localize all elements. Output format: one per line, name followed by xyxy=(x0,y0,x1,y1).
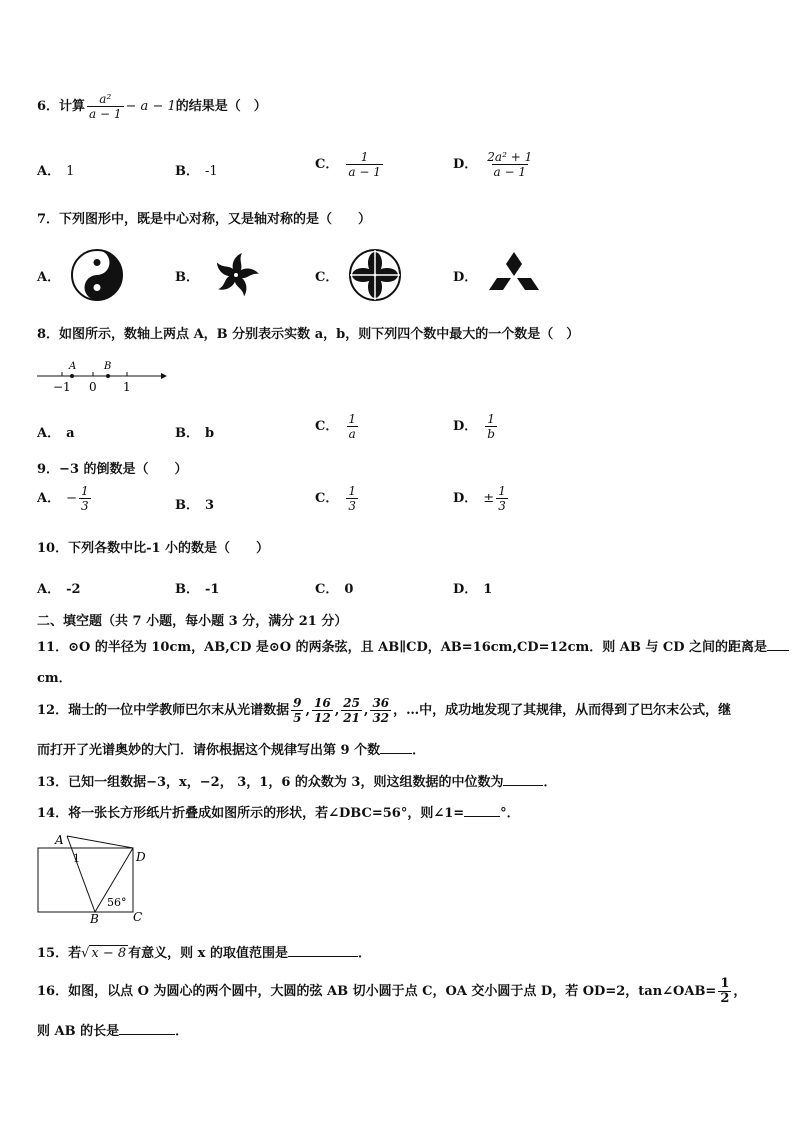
q10-option-b[interactable]: B． -1 xyxy=(175,582,220,597)
q6-frac-den: a − 1 xyxy=(89,107,122,121)
axis-tick-0: 0 xyxy=(89,380,97,394)
q8-stem: 8．如图所示，数轴上两点 A，B 分别表示实数 a，b，则下列四个数中最大的一个数是（ ） xyxy=(37,327,580,342)
q7-option-a[interactable]: A． xyxy=(37,248,124,302)
q12-frac-1: $\frac{9}{5}$ xyxy=(293,696,302,725)
q6-suffix: 的结果是（ ） xyxy=(175,99,267,114)
q9-option-d[interactable]: D． ± $\frac{1}{3}$ xyxy=(453,484,506,513)
folded-rectangle-figure xyxy=(37,828,152,924)
q7-option-d[interactable]: D． xyxy=(453,248,541,302)
q16-line1: 16．如图，以点 O 为圆心的两个圆中，大圆的弦 AB 切小圆于点 C，OA 交小圆于点 D，若 OD=2，tan∠OAB= $\frac{1}{2}$ ， xyxy=(37,976,747,1006)
q6-frac-num: a² xyxy=(99,92,112,106)
q7-option-b[interactable]: B． xyxy=(175,248,263,302)
q11-line2: cm． xyxy=(37,671,72,686)
q16-line2: 则 AB 的长是 ． xyxy=(37,1024,189,1039)
q12-frac-2: $\frac{16}{12}$ xyxy=(313,696,331,725)
fig-label-angle1: 1 xyxy=(73,852,80,865)
axis-tick-neg1: −1 xyxy=(53,380,71,394)
q14-answer-blank[interactable] xyxy=(464,816,500,817)
axis-point-a: A xyxy=(69,361,77,372)
fig-label-b: B xyxy=(90,912,99,924)
axis-tick-1: 1 xyxy=(123,380,131,394)
q14-line: 14．将一张长方形纸片折叠成如图所示的形状，若∠DBC=56°，则∠1= °． xyxy=(37,806,520,821)
q9-option-b[interactable]: B． 3 xyxy=(175,498,215,513)
q12-answer-blank[interactable] xyxy=(380,753,412,754)
q10-stem: 10．下列各数中比-1 小的数是（ ） xyxy=(37,541,270,556)
q8-option-d[interactable]: D． $\frac{1}{b}$ xyxy=(453,412,495,441)
q6-option-b[interactable]: B． -1 xyxy=(175,164,218,179)
q9-option-a[interactable]: A． − $\frac{1}{3}$ xyxy=(37,484,89,513)
number-line-figure xyxy=(37,356,167,396)
q8-option-a[interactable]: A． a xyxy=(37,426,75,441)
q10-option-a[interactable]: A． -2 xyxy=(37,582,81,597)
q12-line1: 12．瑞士的一位中学教师巴尔末从光谱数据 $\frac{9}{5}$ , $\frac{16}{12}$ , $\frac{25}{21}$ , $\frac{36}{32}$ ，…中，成功地发现了其规律，从而得到了巴尔末公式，继 xyxy=(37,696,732,725)
fig-label-56: 56° xyxy=(107,896,127,909)
q7-option-c[interactable]: C． xyxy=(315,248,402,302)
q6-option-c[interactable]: C． $\frac{1}{a - 1}$ xyxy=(315,150,381,179)
bauhinia-flower-icon xyxy=(209,248,263,302)
four-petal-circle-icon xyxy=(348,248,402,302)
sqrt-sign: √ xyxy=(81,946,90,961)
q16-answer-blank[interactable] xyxy=(119,1034,175,1035)
fig-label-a: A xyxy=(55,833,64,847)
q10-option-c[interactable]: C． 0 xyxy=(315,582,354,597)
fig-label-d: D xyxy=(136,850,146,864)
q7-stem: 7．下列图形中，既是中心对称，又是轴对称的是（ ） xyxy=(37,212,372,227)
axis-point-b: B xyxy=(104,361,112,372)
q12-frac-3: $\frac{25}{21}$ xyxy=(343,696,360,725)
q6-stem xyxy=(37,90,267,124)
q8-option-c[interactable]: C． $\frac{1}{a}$ xyxy=(315,412,356,441)
q6-prefix: 6．计算 xyxy=(37,99,86,114)
q12-line2: 而打开了光谱奥妙的大门．请你根据这个规律写出第 9 个数 ． xyxy=(37,743,426,758)
yin-yang-icon xyxy=(70,248,124,302)
q9-stem: 9．−3 的倒数是（ ） xyxy=(37,462,188,477)
three-diamonds-icon xyxy=(487,248,541,302)
q11-answer-blank[interactable] xyxy=(767,650,789,651)
q13-line: 13．已知一组数据−3，x，−2， 3，1，6 的众数为 3，则这组数据的中位数为 ． xyxy=(37,775,557,790)
q15-answer-blank[interactable] xyxy=(288,956,358,957)
q10-option-d[interactable]: D． 1 xyxy=(453,582,493,597)
section-heading: 二、填空题（共 7 小题，每小题 3 分，满分 21 分） xyxy=(37,614,348,629)
q12-frac-4: $\frac{36}{32}$ xyxy=(372,696,390,725)
q6-fraction xyxy=(87,92,123,121)
q9-option-c[interactable]: C． $\frac{1}{3}$ xyxy=(315,484,356,513)
q11-line1: 11．⊙O 的半径为 10cm，AB,CD 是⊙O 的两条弦，且 AB∥CD，AB=16cm,CD=12cm．则 AB 与 CD 之间的距离是 xyxy=(37,636,789,655)
q13-answer-blank[interactable] xyxy=(503,785,543,786)
q15-line: 15．若√ x − 8 有意义，则 x 的取值范围是 ． xyxy=(37,946,371,961)
q8-option-b[interactable]: B． b xyxy=(175,426,215,441)
fig-label-c: C xyxy=(133,910,143,924)
q6-option-d[interactable]: D． $\frac{\text{2a² + 1}}{a - 1}$ xyxy=(453,150,533,179)
q6-option-a[interactable]: A． 1 xyxy=(37,164,75,179)
q6-rest: − a − 1 xyxy=(125,99,176,114)
